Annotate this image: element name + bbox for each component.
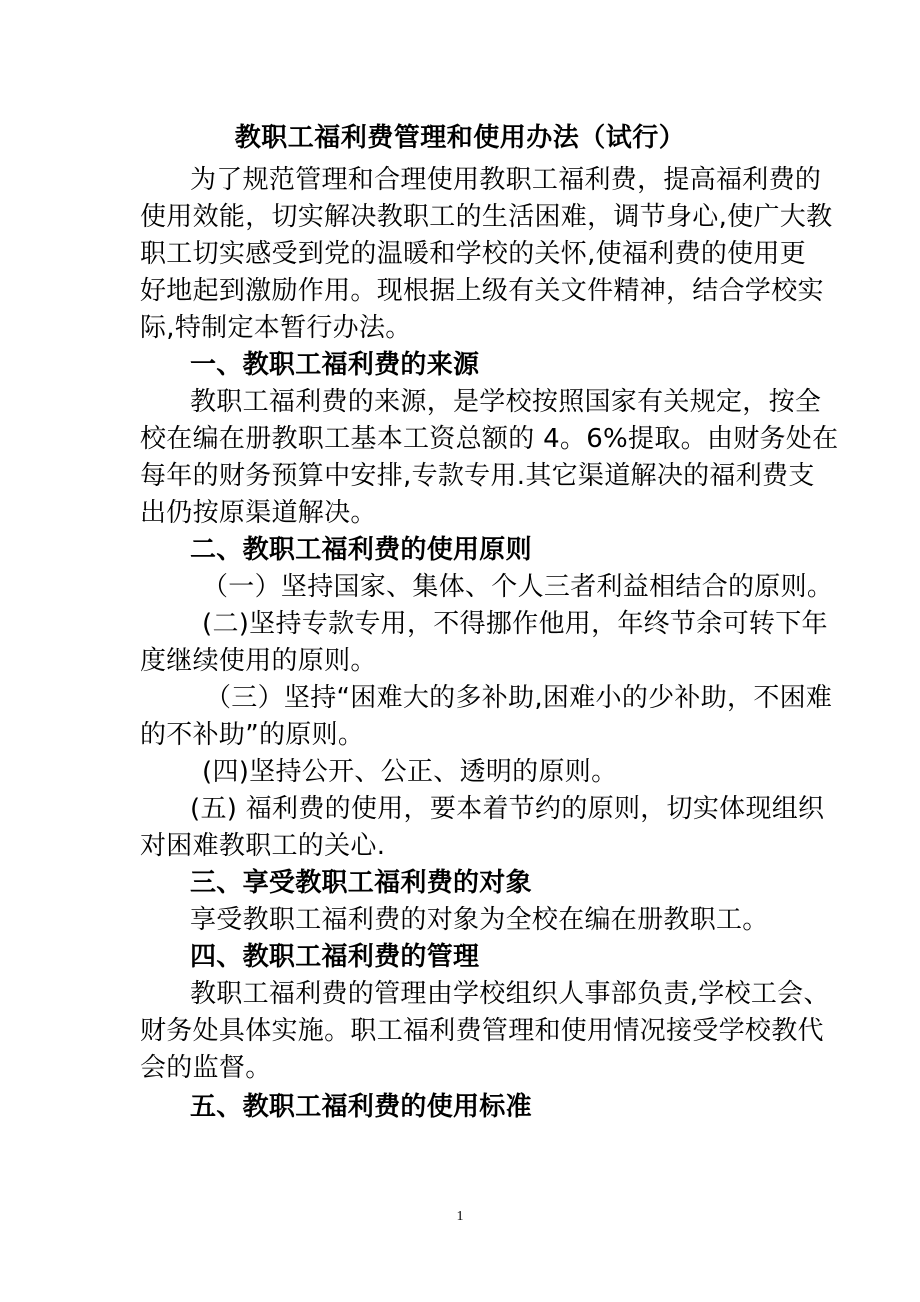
document-title: 教职工福利费管理和使用办法（试行） bbox=[234, 123, 686, 153]
paragraph-line: 财务处具体实施。职工福利费管理和使用情况接受学校教代 bbox=[140, 1016, 824, 1046]
paragraph-line: 度继续使用的原则。 bbox=[140, 646, 377, 676]
paragraph-line: 享受教职工福利费的对象为全校在编在册教职工。 bbox=[190, 905, 769, 935]
list-item-3: （三）坚持“困难大的多补助,困难小的少补助，不困难 bbox=[205, 683, 833, 713]
paragraph-line: 每年的财务预算中安排,专款专用.其它渠道解决的福利费支 bbox=[140, 461, 815, 491]
section-heading-3: 三、享受教职工福利费的对象 bbox=[190, 868, 532, 898]
paragraph-line: 为了规范管理和合理使用教职工福利费，提高福利费的 bbox=[190, 165, 822, 195]
paragraph-line: 会的监督。 bbox=[140, 1053, 272, 1083]
paragraph-line: 教职工福利费的来源，是学校按照国家有关规定，按全 bbox=[190, 387, 822, 417]
list-item-4: (四)坚持公开、公正、透明的原则。 bbox=[202, 757, 618, 787]
section-heading-5: 五、教职工福利费的使用标准 bbox=[190, 1092, 532, 1122]
paragraph-line: 的不补助”的原则。 bbox=[140, 720, 365, 750]
page-number: 1 bbox=[456, 1209, 464, 1224]
list-item-5: (五) 福利费的使用，要本着节约的原则，切实体现组织 bbox=[190, 794, 825, 824]
section-heading-4: 四、教职工福利费的管理 bbox=[190, 942, 480, 972]
paragraph-line: 教职工福利费的管理由学校组织人事部负责,学校工会、 bbox=[190, 979, 830, 1009]
section-heading-1: 一、教职工福利费的来源 bbox=[190, 350, 480, 380]
paragraph-line: 好地起到激励作用。现根据上级有关文件精神，结合学校实 bbox=[140, 276, 824, 306]
section-heading-2: 二、教职工福利费的使用原则 bbox=[190, 535, 532, 565]
list-item-2: (二)坚持专款专用，不得挪作他用，年终节余可转下年 bbox=[202, 609, 828, 639]
paragraph-line: 使用效能，切实解决教职工的生活困难，调节身心,使广大教 bbox=[140, 202, 833, 232]
paragraph-line: 出仍按原渠道解决。 bbox=[140, 498, 377, 528]
paragraph-line: 对困难教职工的关心. bbox=[140, 831, 386, 861]
paragraph-line: 际,特制定本暂行办法。 bbox=[140, 313, 412, 343]
paragraph-line: 职工切实感受到党的温暖和学校的关怀,使福利费的使用更 bbox=[140, 239, 807, 269]
list-item-1: （一）坚持国家、集体、个人三者利益相结合的原则。 bbox=[202, 572, 834, 602]
paragraph-line: 校在编在册教职工基本工资总额的 4。6%提取。由财务处在 bbox=[140, 424, 839, 454]
